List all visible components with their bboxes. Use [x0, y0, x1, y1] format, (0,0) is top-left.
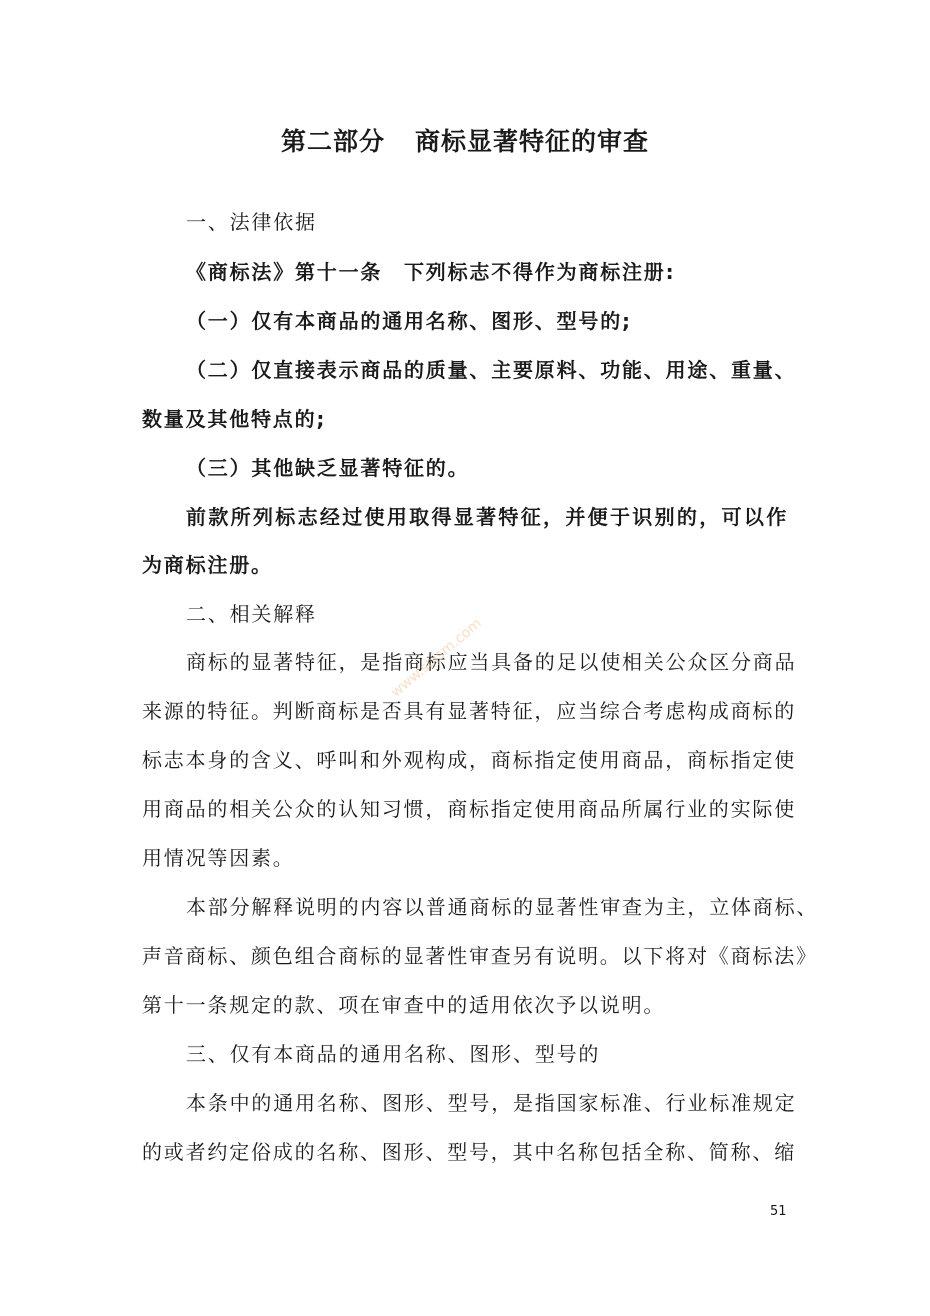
paragraph-line: 第十一条规定的款、项在审查中的适用依次予以说明。	[142, 993, 666, 1017]
paragraph-line: 商标的显著特征，是指商标应当具备的足以使相关公众区分商品	[186, 650, 797, 674]
page-number: 51	[770, 1204, 787, 1219]
page-title	[0, 122, 930, 158]
paragraph-line: 来源的特征。判断商标是否具有显著特征，应当综合考虑构成商标的	[142, 699, 796, 723]
paragraph-line: 本条中的通用名称、图形、型号，是指国家标准、行业标准规定	[186, 1091, 797, 1115]
paragraph-line: 用商品的相关公众的认知习惯，商标指定使用商品所属行业的实际使	[142, 797, 796, 821]
law-article-line: 《商标法》第十一条 下列标志不得作为商标注册:	[186, 260, 676, 284]
watermark: www.sbjsm.com	[388, 615, 485, 701]
paragraph-line: 标志本身的含义、呼叫和外观构成，商标指定使用商品，商标指定使	[142, 748, 796, 772]
title-name: 商标显著特征的审查	[415, 127, 650, 156]
title-part: 第二部分	[280, 127, 385, 156]
section-3-heading: 三、仅有本商品的通用名称、图形、型号的	[186, 1042, 601, 1066]
law-tail-line-1: 前款所列标志经过使用取得显著特征，并便于识别的，可以作	[186, 505, 788, 529]
paragraph-line: 本部分解释说明的内容以普通商标的显著性审查为主，立体商标、	[186, 895, 819, 919]
section-1-heading: 一、法律依据	[186, 210, 317, 234]
paragraph-line: 的或者约定俗成的名称、图形、型号，其中名称包括全称、简称、缩	[142, 1140, 796, 1164]
law-item-3: （三）其他缺乏显著特征的。	[186, 456, 470, 480]
law-item-2-line-2: 数量及其他特点的;	[142, 407, 327, 431]
paragraph-line: 用情况等因素。	[142, 846, 295, 870]
paragraph-line: 声音商标、颜色组合商标的显著性审查另有说明。以下将对《商标法》	[142, 944, 818, 968]
law-item-2-line-1: （二）仅直接表示商品的质量、主要原料、功能、用途、重量、	[186, 358, 797, 382]
section-2-heading: 二、相关解释	[186, 602, 317, 626]
law-item-1: （一）仅有本商品的通用名称、图形、型号的;	[186, 309, 632, 333]
law-tail-line-2: 为商标注册。	[142, 553, 273, 577]
